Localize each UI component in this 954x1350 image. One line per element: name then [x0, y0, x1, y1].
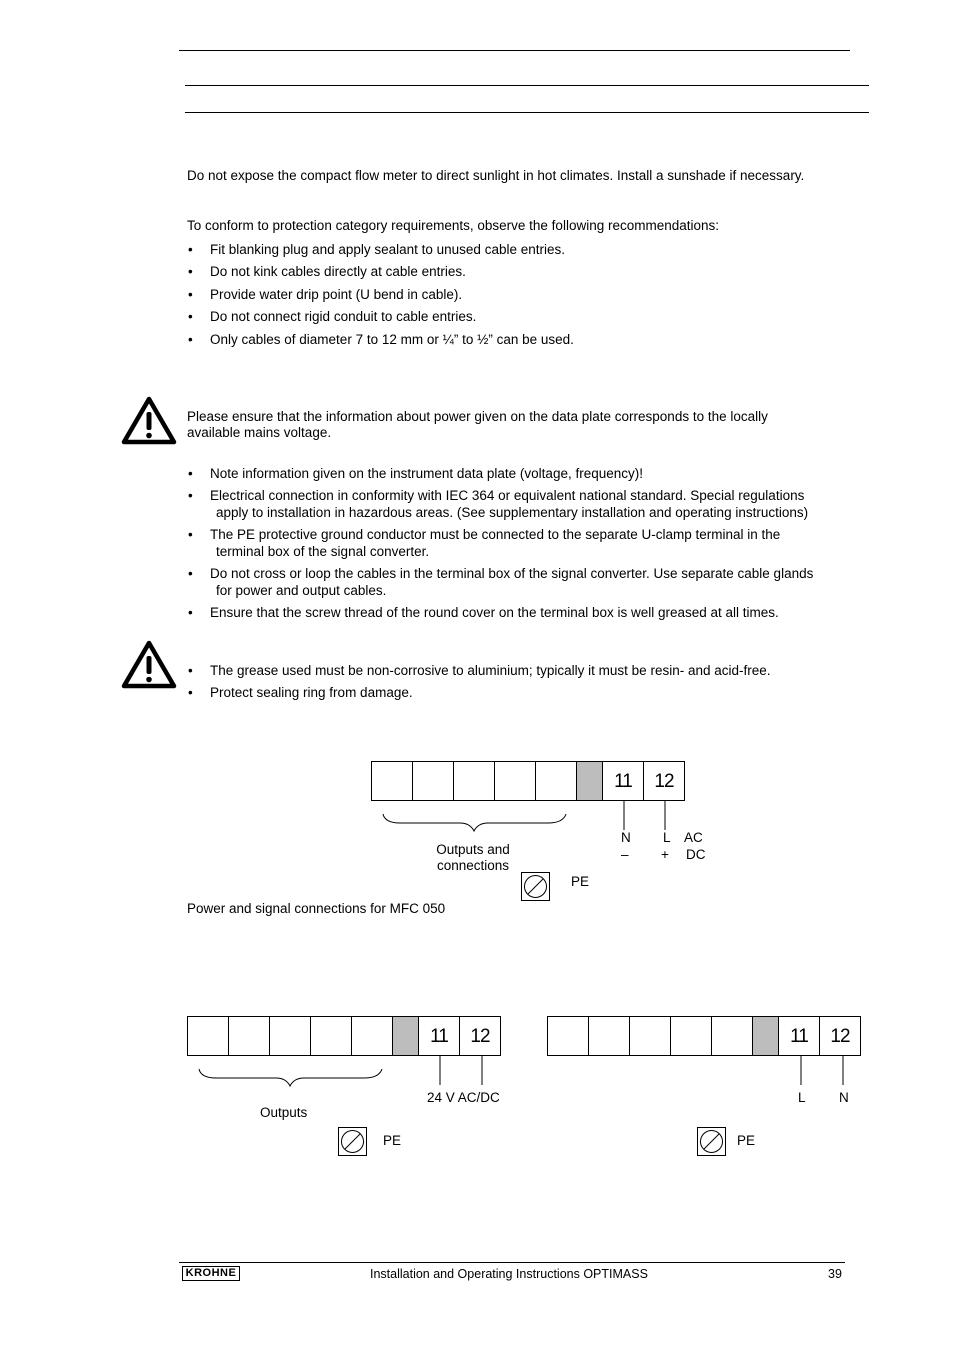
footer-rule: [179, 1262, 845, 1263]
ground-terminal-icon: [521, 872, 551, 902]
electrical-item: • Electrical connection in conformity with IEC 364 or equivalent national standard. Special regulations apply to installation in hazardous areas. (See supplementary installation and operating instructions): [188, 487, 813, 521]
n-label: N: [839, 1090, 849, 1105]
dc-label: DC: [686, 847, 706, 862]
separator-terminal: [392, 1016, 419, 1056]
page-number: 39: [828, 1267, 842, 1281]
header-rule-bottom: [185, 112, 869, 113]
protection-item: • Do not kink cables directly at cable entries.: [188, 261, 574, 283]
output-terminal: [711, 1016, 753, 1056]
krohne-logo: KROHNE: [182, 1266, 240, 1281]
electrical-item: • Do not cross or loop the cables in the terminal box of the signal converter. Use separate cable glands for power and output cables.: [188, 565, 813, 599]
electrical-list: [188, 465, 813, 621]
supply-24v-label: 24 V AC/DC: [427, 1090, 500, 1105]
footer-title: Installation and Operating Instructions OPTIMASS: [370, 1267, 648, 1281]
protection-item: • Fit blanking plug and apply sealant to unused cable entries.: [188, 239, 574, 261]
diagram3-wiring: [546, 1055, 866, 1095]
separator-terminal: [576, 761, 603, 801]
terminal-block-mfc050: [371, 761, 685, 801]
warning-power-line-2: available mains voltage.: [187, 425, 332, 440]
terminal-12: 12: [643, 761, 685, 801]
ground-terminal-icon: [697, 1127, 727, 1157]
output-terminal: [371, 761, 413, 801]
minus-label: –: [621, 847, 629, 862]
sunlight-note: Do not expose the compact flow meter to direct sunlight in hot climates. Install a sunshade if necessary.: [187, 168, 805, 183]
warning-power-line-1: Please ensure that the information about power given on the data plate corresponds to the locally: [187, 409, 768, 424]
terminal-11: 11: [602, 761, 644, 801]
output-terminal: [187, 1016, 229, 1056]
n-label: N: [621, 830, 631, 845]
grease-warning-item: • Protect sealing ring from damage.: [188, 682, 771, 704]
protection-intro: To conform to protection category requirements, observe the following recommendations:: [187, 218, 720, 233]
terminal-block-ac: [547, 1016, 861, 1056]
outputs-label: Outputs: [260, 1105, 308, 1120]
l-label: L: [663, 830, 671, 845]
ground-terminal-icon: [338, 1127, 368, 1157]
output-terminal: [412, 761, 454, 801]
ac-label: AC: [684, 830, 703, 845]
output-terminal: [629, 1016, 671, 1056]
protection-item: • Only cables of diameter 7 to 12 mm or ¼” to ½” can be used.: [188, 329, 574, 351]
output-terminal: [269, 1016, 311, 1056]
l-label: L: [798, 1090, 806, 1105]
warning-triangle-icon: [121, 640, 177, 690]
diagram2-wiring: [186, 1055, 506, 1095]
pe-label: PE: [737, 1133, 756, 1148]
output-terminal: [351, 1016, 393, 1056]
warning-triangle-icon: [121, 396, 177, 446]
outputs-connections-label-1: Outputs and: [436, 842, 510, 857]
header-rule-middle: [185, 85, 869, 86]
outputs-connections-label-2: connections: [436, 858, 510, 873]
terminal-block-24v: [187, 1016, 501, 1056]
protection-item: • Provide water drip point (U bend in cable).: [188, 284, 574, 306]
output-terminal: [228, 1016, 270, 1056]
terminal-12: 12: [819, 1016, 861, 1056]
grease-warning-item: • The grease used must be non-corrosive to aluminium; typically it must be resin- and acid-free.: [188, 660, 771, 682]
terminal-11: 11: [418, 1016, 460, 1056]
output-terminal: [670, 1016, 712, 1056]
output-terminal: [588, 1016, 630, 1056]
output-terminal: [547, 1016, 589, 1056]
output-terminal: [310, 1016, 352, 1056]
diagram1-caption: Power and signal connections for MFC 050: [187, 901, 446, 916]
output-terminal: [494, 761, 536, 801]
diagram1-wiring: [370, 800, 690, 840]
pe-label: PE: [383, 1133, 402, 1148]
plus-label: +: [661, 847, 669, 862]
electrical-item: • The PE protective ground conductor must be connected to the separate U-clamp terminal in the terminal box of the signal converter.: [188, 526, 813, 560]
terminal-12: 12: [459, 1016, 501, 1056]
protection-item: • Do not connect rigid conduit to cable entries.: [188, 306, 574, 328]
separator-terminal: [752, 1016, 779, 1056]
terminal-11: 11: [778, 1016, 820, 1056]
pe-label: PE: [571, 874, 590, 889]
header-rule-top: [179, 50, 850, 51]
electrical-item: • Ensure that the screw thread of the round cover on the terminal box is well greased at all times.: [188, 604, 813, 621]
electrical-item: • Note information given on the instrument data plate (voltage, frequency)!: [188, 465, 813, 482]
output-terminal: [453, 761, 495, 801]
output-terminal: [535, 761, 577, 801]
protection-list: [188, 239, 574, 351]
grease-warning-list: [188, 660, 771, 705]
